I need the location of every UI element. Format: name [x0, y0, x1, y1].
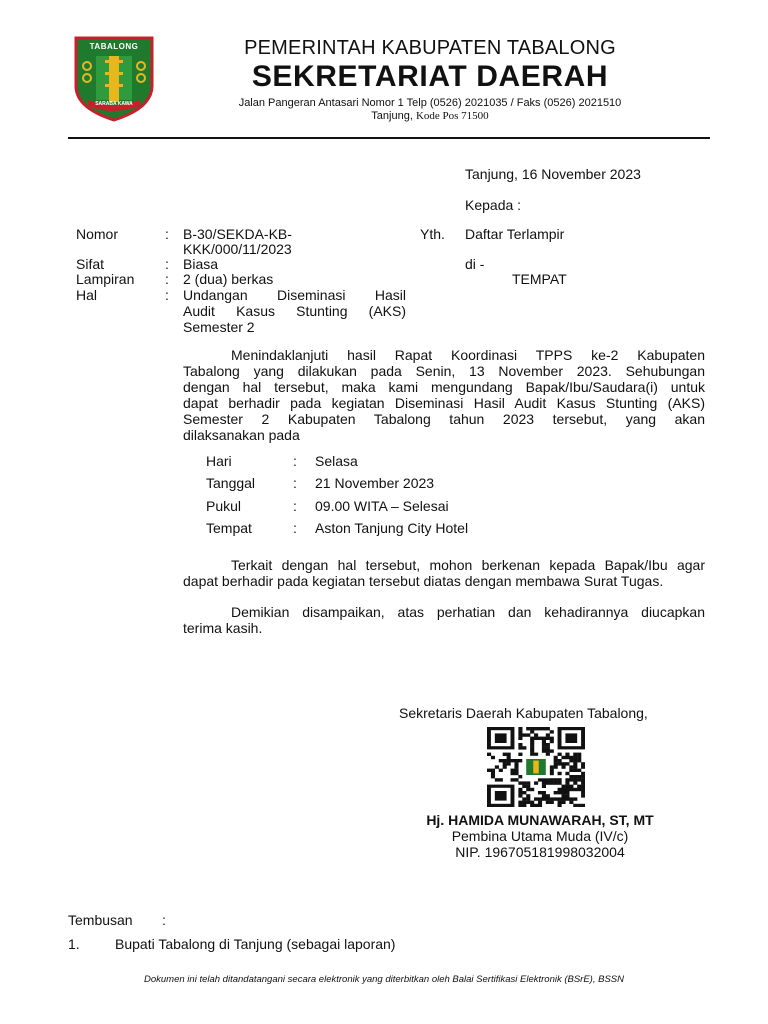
- lampiran-colon: :: [165, 271, 169, 287]
- body-p1-line-2: Tabalong yang dilakukan pada Senin, 13 November 2023. Sehubungan: [183, 363, 705, 379]
- signatory-rank: Pembina Utama Muda (IV/c): [451, 828, 629, 844]
- event-tempat-value: Aston Tanjung City Hotel: [315, 520, 469, 536]
- body-p1-line-4: dapat berhadir pada kegiatan Diseminasi Hasil Audit Kasus Stunting (AKS): [183, 395, 705, 411]
- body-p1-line-3: dengan hal tersebut, maka kami mengundang Bapak/Ibu/Saudara(i) untuk: [183, 379, 705, 395]
- nomor-label: Nomor: [76, 226, 119, 242]
- signatory-nip: NIP. 196705181998032004: [455, 844, 625, 860]
- hal-value-line-1: Undangan Diseminasi Hasil: [183, 287, 406, 303]
- nomor-value-2: KKK/000/11/2023: [183, 241, 292, 257]
- hal-colon: :: [165, 287, 169, 303]
- event-tanggal-value: 21 November 2023: [315, 475, 435, 491]
- recipient-di: di -: [465, 256, 485, 272]
- sifat-value: Biasa: [183, 256, 219, 272]
- event-tempat-label: Tempat: [206, 520, 252, 536]
- event-tanggal-label: Tanggal: [206, 475, 256, 491]
- event-tempat-colon: :: [293, 520, 297, 536]
- hal-label: Hal: [76, 287, 98, 303]
- event-tanggal-colon: :: [293, 475, 297, 491]
- header-government: PEMERINTAH KABUPATEN TABALONG: [244, 37, 616, 59]
- body-paragraph-3: [183, 604, 705, 636]
- body-paragraph-1: [183, 347, 705, 443]
- header-secretariat: SEKRETARIAT DAERAH: [251, 60, 609, 93]
- event-hari-value: Selasa: [315, 453, 358, 469]
- tembusan-colon: :: [162, 912, 166, 928]
- header-rule: [68, 137, 710, 139]
- tembusan-label: Tembusan: [68, 912, 133, 928]
- body-p1-line-1: Menindaklanjuti hasil Rapat Koordinasi TPPS ke-2 Kabupaten: [231, 347, 705, 363]
- sifat-colon: :: [165, 256, 169, 272]
- letter-date: Tanjung, 16 November 2023: [465, 166, 641, 182]
- lampiran-value: 2 (dua) berkas: [183, 271, 274, 287]
- header-city: Tanjung,: [371, 110, 413, 122]
- event-pukul-label: Pukul: [206, 498, 242, 514]
- recipient-place: TEMPAT: [512, 271, 567, 287]
- body-p1-line-5: Semester 2 Kabupaten Tabalong tahun 2023 tersebut, yang akan: [183, 411, 705, 427]
- event-pukul-value: 09.00 WITA – Selesai: [315, 498, 449, 514]
- hal-value: [183, 287, 406, 335]
- kepada-label: Kepada :: [465, 197, 522, 213]
- logo-text-bottom: SARABA KAWA: [95, 101, 133, 107]
- tembusan-item-number: 1.: [68, 936, 80, 952]
- hal-value-line-2: Audit Kasus Stunting (AKS): [183, 303, 406, 319]
- sifat-label: Sifat: [76, 256, 105, 272]
- body-p3-line-2: terima kasih.: [183, 620, 263, 636]
- header-postcode: Kode Pos 71500: [415, 110, 489, 122]
- lampiran-label: Lampiran: [76, 271, 135, 287]
- footer-disclaimer: Dokumen ini telah ditandatangani secara elektronik yang diterbitkan oleh Balai Sertifikasi Elektronik (BSrE), BSSN: [144, 974, 624, 985]
- event-hari-label: Hari: [206, 453, 232, 469]
- body-p1-line-6: dilaksanakan pada: [183, 427, 300, 443]
- nomor-colon: :: [165, 226, 169, 242]
- recipient-name: Daftar Terlampir: [465, 226, 565, 242]
- event-hari-colon: :: [293, 453, 297, 469]
- header-city-line: [140, 110, 720, 123]
- body-p3-line-1: Demikian disampaikan, atas perhatian dan kehadirannya diucapkan: [231, 604, 705, 620]
- event-pukul-colon: :: [293, 498, 297, 514]
- body-p2-line-2: dapat berhadir pada kegiatan tersebut diatas dengan membawa Surat Tugas.: [183, 573, 664, 589]
- signature-qr-code: [487, 727, 585, 807]
- tembusan-item: Bupati Tabalong di Tanjung (sebagai laporan): [115, 936, 396, 952]
- signatory-name: Hj. HAMIDA MUNAWARAH, ST, MT: [426, 812, 654, 828]
- yth-label: Yth.: [420, 226, 445, 242]
- nomor-value-1: B-30/SEKDA-KB-: [183, 226, 292, 242]
- body-paragraph-2: [183, 557, 705, 589]
- signature-title: Sekretaris Daerah Kabupaten Tabalong,: [399, 705, 648, 721]
- header-address: Jalan Pangeran Antasari Nomor 1 Telp (0526) 2021035 / Faks (0526) 2021510: [238, 97, 622, 109]
- hal-value-line-3: Semester 2: [183, 319, 255, 335]
- body-p2-line-1: Terkait dengan hal tersebut, mohon berkenan kepada Bapak/Ibu agar: [231, 557, 705, 573]
- logo-text-top: TABALONG: [89, 42, 139, 51]
